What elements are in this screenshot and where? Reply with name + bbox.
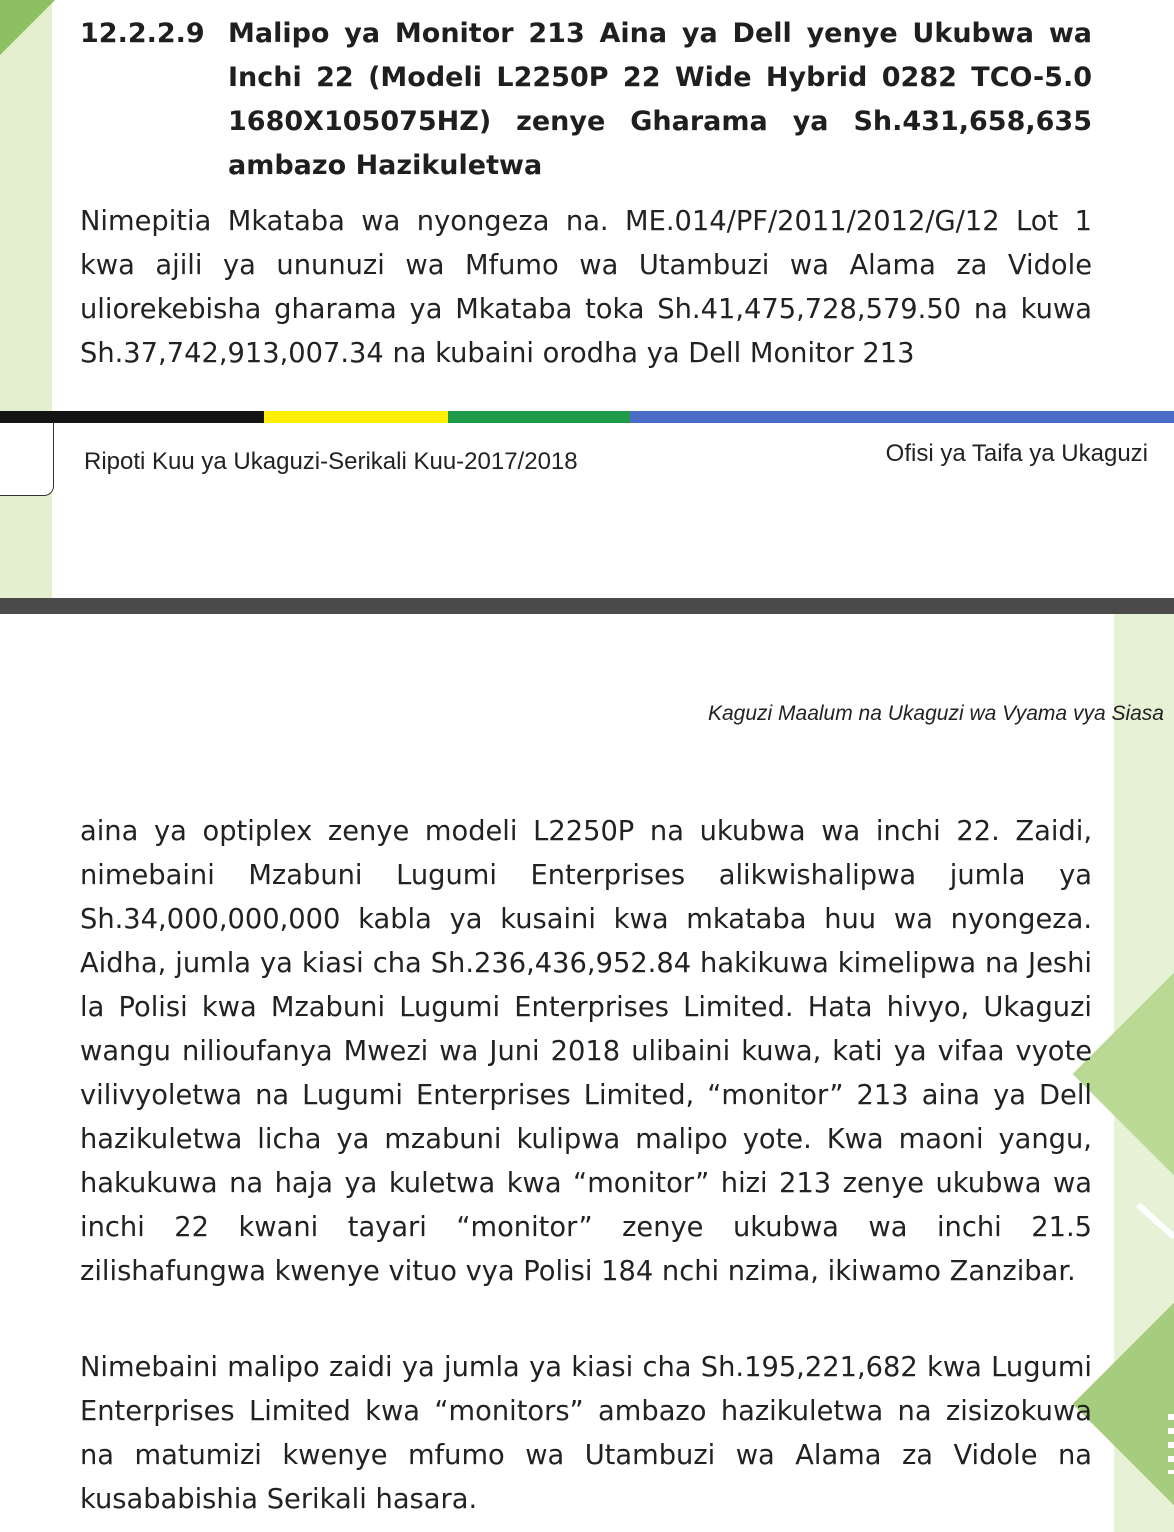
- footer-color-bar: [0, 411, 1174, 423]
- section-heading: [80, 12, 1092, 188]
- corner-triangle-decoration: [0, 0, 55, 55]
- section-title: Malipo ya Monitor 213 Aina ya Dell yenye Ukubwa wa Inchi 22 (Modeli L2250P 22 Wide Hybrid 0282 TCO-5.0 1680X105075HZ) zenye Gharama ya Sh.431,658,635 ambazo Hazikuletwa: [228, 18, 1092, 181]
- footer-bar-yellow: [264, 411, 448, 423]
- left-margin-band: [0, 0, 52, 598]
- page-divider: [0, 598, 1174, 614]
- page-number-tab: [0, 423, 54, 496]
- body-paragraph: aina ya optiplex zenye modeli L2250P na ukubwa wa inchi 22. Zaidi, nimebaini Mzabuni Lugumi Enterprises alikwishalipwa jumla ya Sh.34,000,000,000 kabla ya kusaini kwa mkataba huu wa nyongeza. Aidha, jumla ya kiasi cha Sh.236,436,952.84 hakikuwa kimelipwa na Jeshi la Polisi kwa Mzabuni Lugumi Enterprises Limited. Hata hivyo, Ukaguzi wangu nilioufanya Mwezi wa Juni 2018 ulibaini kuwa, kati ya vifaa vyote vilivyoletwa na Lugumi Enterprises Limited, “monitor” 213 aina ya Dell hazikuletwa licha ya mzabuni kulipwa malipo yote. Kwa maoni yangu, hakukuwa na haja ya kuletwa kwa “monitor” hizi 213 zenye ukubwa wa inchi 22 kwani tayari “monitor” zenye ukubwa wa inchi 21.5 zilishafungwa kwenye vituo vya Polisi 184 nchi nzima, ikiwamo Zanzibar.: [80, 816, 1092, 1287]
- document-page-bottom: [0, 614, 1174, 1532]
- footer-bar-black: [0, 411, 264, 423]
- margin-tick-decoration: [1168, 1414, 1174, 1474]
- body-paragraph: Nimepitia Mkataba wa nyongeza na. ME.014/PF/2011/2012/G/12 Lot 1 kwa ajili ya ununuzi wa Mfumo wa Utambuzi wa Alama za Vidole uliorekebisha gharama ya Mkataba toka Sh.41,475,728,579.50 na kuwa Sh.37,742,913,007.34 na kubaini orodha ya Dell Monitor 213: [80, 206, 1092, 369]
- section-number: 12.2.2.9: [80, 18, 205, 49]
- page-header: Kaguzi Maalum na Ukaguzi wa Vyama vya Siasa: [707, 702, 1164, 725]
- document-page-top: [0, 0, 1174, 598]
- footer-bar-blue: [630, 411, 1174, 423]
- footer-office-name: Ofisi ya Taifa ya Ukaguzi: [885, 440, 1148, 467]
- footer-report-title: Ripoti Kuu ya Ukaguzi-Serikali Kuu-2017/2018: [84, 448, 578, 475]
- footer-bar-green: [448, 411, 630, 423]
- body-paragraph: Nimebaini malipo zaidi ya jumla ya kiasi cha Sh.195,221,682 kwa Lugumi Enterprises Limited kwa “monitors” ambazo hazikuletwa na zisizokuwa na matumizi kwenye mfumo wa Utambuzi wa Alama za Vidole na kusababishia Serikali hasara.: [80, 1352, 1092, 1515]
